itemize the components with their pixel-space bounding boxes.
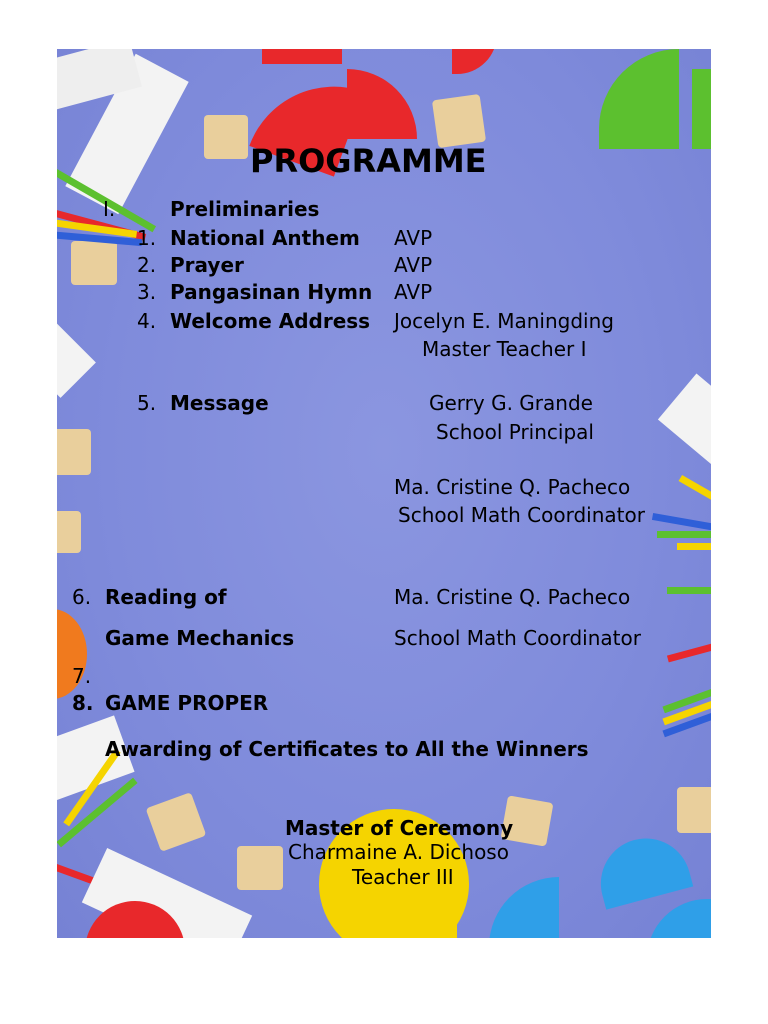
item-number: 2. <box>137 253 157 277</box>
programme-page <box>57 49 711 938</box>
counting-stick-icon <box>677 543 711 550</box>
item-number: 1. <box>137 226 157 250</box>
awarding-text: Awarding of Certificates to All the Winners <box>105 737 589 761</box>
red-fraction-piece-icon <box>347 69 417 139</box>
blue-fraction-piece-icon <box>647 899 711 938</box>
item-role: Master Teacher I <box>422 337 587 361</box>
wooden-tile-icon <box>237 846 283 890</box>
item-role: School Math Coordinator <box>394 626 641 650</box>
item-value: AVP <box>394 280 433 304</box>
item-value: AVP <box>394 226 433 250</box>
counting-stick-icon <box>667 643 711 663</box>
item-number: 4. <box>137 309 157 333</box>
paper-strip <box>658 374 711 465</box>
wooden-tile-icon <box>71 241 117 285</box>
green-fraction-piece-icon <box>692 69 711 149</box>
page-title: PROGRAMME <box>250 142 487 180</box>
item-label: Welcome Address <box>170 309 371 333</box>
item-label: Pangasinan Hymn <box>170 280 373 304</box>
section-numeral: I. <box>103 197 116 221</box>
wooden-tile-icon <box>204 115 248 159</box>
item-value: Gerry G. Grande <box>429 391 593 415</box>
yellow-fraction-piece-icon <box>357 909 457 938</box>
counting-stick-icon <box>657 531 711 538</box>
mc-heading: Master of Ceremony <box>285 816 514 840</box>
item-value: Ma. Cristine Q. Pacheco <box>394 475 631 499</box>
item-label: Prayer <box>170 253 244 277</box>
mc-name: Charmaine A. Dichoso <box>288 840 509 864</box>
green-fraction-piece-icon <box>599 49 679 149</box>
item-label: Reading of <box>105 585 227 609</box>
red-fraction-piece-icon <box>262 49 342 64</box>
item-number: 8. <box>72 691 94 715</box>
item-value: AVP <box>394 253 433 277</box>
section-label: Preliminaries <box>170 197 320 221</box>
wooden-tile-icon <box>677 787 711 833</box>
item-number: 3. <box>137 280 157 304</box>
wooden-tile-icon <box>432 94 486 148</box>
item-label: Message <box>170 391 269 415</box>
item-label: Game Mechanics <box>105 626 295 650</box>
item-label: National Anthem <box>170 226 360 250</box>
counting-stick-icon <box>652 513 711 532</box>
blue-fraction-piece-icon <box>591 828 693 909</box>
item-number: 7. <box>72 664 92 688</box>
item-number: 6. <box>72 585 92 609</box>
counting-stick-icon <box>667 587 711 594</box>
red-fraction-piece-icon <box>452 49 497 74</box>
wooden-tile-icon <box>57 429 91 475</box>
wooden-tile-icon <box>146 792 207 852</box>
item-value: Jocelyn E. Maningding <box>394 309 614 333</box>
item-label: GAME PROPER <box>105 691 269 715</box>
item-role: School Math Coordinator <box>398 503 645 527</box>
counting-stick-icon <box>679 475 711 506</box>
paper-strip <box>57 320 96 398</box>
item-number: 5. <box>137 391 157 415</box>
blue-fraction-piece-icon <box>489 877 559 938</box>
item-role: School Principal <box>436 420 594 444</box>
wooden-tile-icon <box>57 511 81 553</box>
item-value: Ma. Cristine Q. Pacheco <box>394 585 631 609</box>
mc-role: Teacher III <box>352 865 454 889</box>
